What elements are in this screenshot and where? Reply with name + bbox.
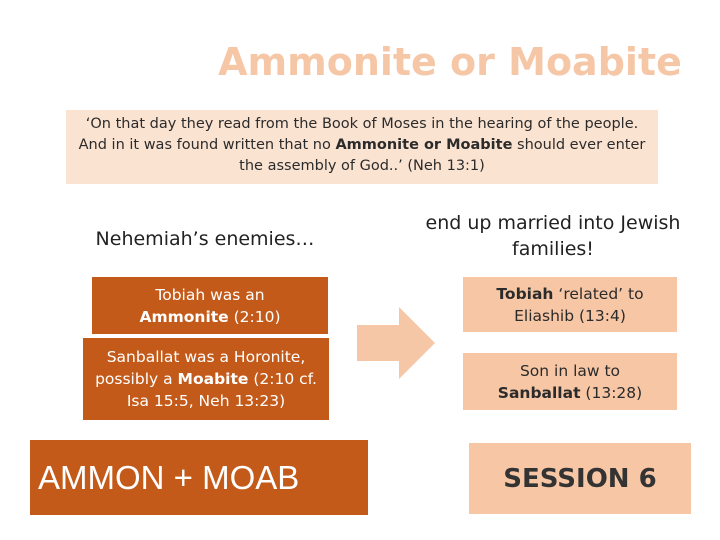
box-1-post: (2:10) [228,307,281,326]
quote-box [66,110,658,184]
box-3-bold: Tobiah [496,284,554,303]
quote-line-3: the assembly of God..’ (Neh 13:1) [239,158,485,174]
box-4-post: (13:28) [580,383,643,402]
box-4-line-2 [498,382,642,404]
box-1-line-2 [139,306,280,328]
box-2-bold: Moabite [177,370,249,388]
box-2-pre: Sanballat was a Horonite, possibly a [95,348,306,388]
son-in-law-box [463,353,677,410]
box-3-text [463,283,677,327]
box-2-text [83,346,329,412]
tobiah-related-box [463,277,677,332]
left-heading: Nehemiah’s enemies… [95,228,315,250]
right-arrow-icon [357,307,435,379]
box-3-post: ‘related’ to Eliashib (13:4) [514,284,644,325]
tobiah-ammonite-box [92,277,328,334]
box-1-pre: Tobiah was an [155,285,265,304]
box-4-bold: Sanballat [497,383,581,402]
slide-title: Ammonite or Moabite [218,40,682,84]
quote-line-2-post: should ever enter [512,137,646,153]
quote-highlight: Ammonite or Moabite [335,137,513,153]
right-heading: end up married into Jewish families! [425,212,681,260]
session-banner: SESSION 6 [469,443,691,514]
box-2-post: (2:10 cf. Isa 15:5, Neh 13:23) [126,370,317,410]
quote-line-2-pre: And in it was found written that no [78,137,336,153]
quote-line-1: ‘On that day they read from the Book of Moses in the hearing of the people. [85,116,639,132]
quote-line-2 [66,135,658,156]
box-1-bold: Ammonite [139,307,229,326]
sanballat-moabite-box [83,338,329,420]
box-4-pre: Son in law to [519,361,621,380]
ammon-moab-banner: AMMON + MOAB [30,440,368,515]
